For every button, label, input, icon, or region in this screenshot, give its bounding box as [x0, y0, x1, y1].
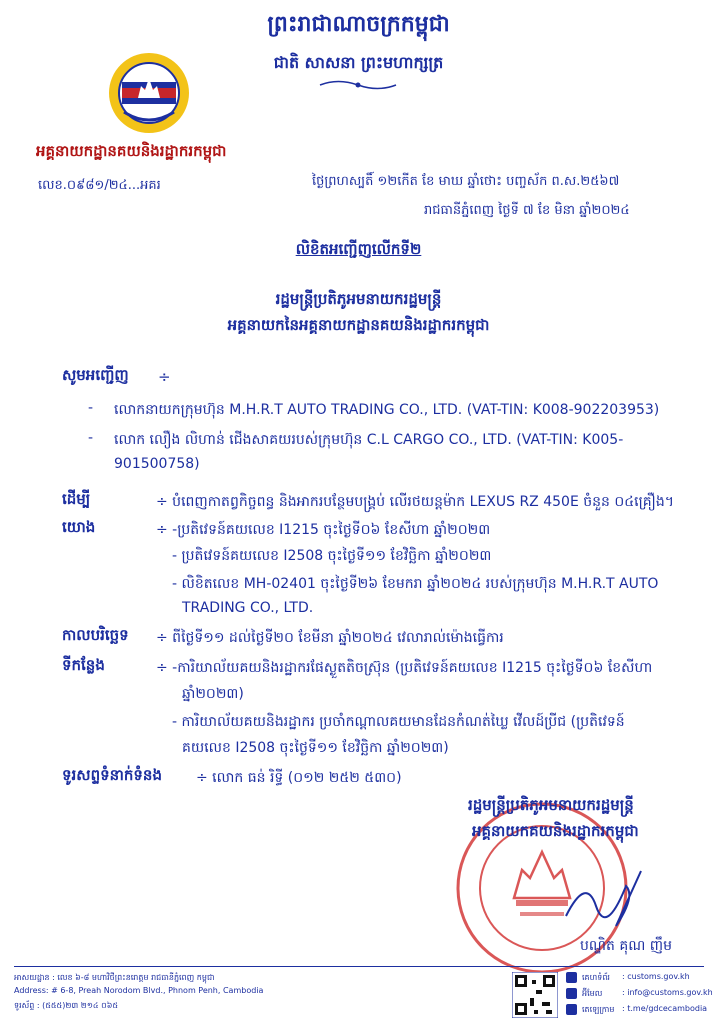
purpose-text: ÷ បំពេញកាតព្វកិច្ចពន្ធ និងអាករបន្ថែមបង្គ្រប់ លើរថយន្តម៉ាក LEXUS RZ 450E ចំនួន ០៤គ្រឿង។ [156, 494, 674, 510]
solar-date: រាជធានីភ្នំពេញ ថ្ងៃទី ៧ ខែ មិនា ឆ្នាំ២០២៤ [424, 203, 630, 218]
reference-item: - ប្រតិវេទន៍គយលេខ I2508 ចុះថ្ងៃទី១១ ខែវិច្ឆិកា ឆ្នាំ២០២៣ [172, 548, 492, 564]
purpose-label: ដើម្បី [62, 490, 91, 508]
footer-email[interactable]: : info@customs.gov.kh [622, 988, 713, 997]
footer-email-label: អ៊ីមែល [582, 989, 603, 998]
signatory-name: បណ្ឌិត គុណ ញឹម [580, 938, 672, 954]
contact-label: ទូរសព្ទទំនាក់ទំនង [62, 766, 162, 784]
reference-item: TRADING CO., LTD. [182, 600, 314, 616]
reference-number: លេខ.០៩៨១/២៤...អគរ [38, 178, 161, 193]
location-label: ទីកន្លែង [62, 656, 105, 674]
qr-code-icon [512, 972, 558, 1018]
handwritten-signature [556, 866, 646, 936]
schedule-label: កាលបរិច្ឆេទ [62, 626, 129, 644]
sender-title: រដ្ឋមន្ត្រីប្រតិភូអមនាយករដ្ឋមន្ត្រី [275, 290, 442, 308]
ornament-divider-icon [318, 78, 398, 92]
sender-position: អគ្គនាយកនៃអគ្គនាយកដ្ឋានគយនិងរដ្ឋាករកម្ពុជា [227, 316, 490, 334]
reference-item: ÷ -ប្រតិវេទន៍គយលេខ I1215 ចុះថ្ងៃទី០៦ ខែសីហា ឆ្នាំ២០២៣ [156, 522, 491, 538]
globe-icon [566, 972, 577, 983]
recipients-label: សូមអញ្ជើញ [62, 366, 129, 384]
list-bullet: - [88, 400, 94, 416]
footer-website[interactable]: : customs.gov.kh [622, 972, 690, 981]
department-name: អគ្គនាយកដ្ឋានគយនិងរដ្ឋាករកម្ពុជា [36, 142, 227, 160]
contact-text: ÷ លោក ធន់ រិទ្ធី (០១២ ២៥២ ៥៣០) [196, 770, 402, 786]
list-bullet: - [88, 430, 94, 446]
signatory-position: អគ្គនាយកគយនិងរដ្ឋាករកម្ពុជា [472, 822, 639, 840]
location-item: ឆ្នាំ២០២៣) [182, 686, 244, 702]
location-item: - ការិយាល័យគយនិងរដ្ឋាករ ប្រចាំកណ្តាលគយមានដែនកំណត់ឃ្លៃ វើលដ៍ប្រីជ (ប្រតិវេទន៍ [172, 714, 625, 730]
email-icon [566, 988, 577, 999]
kingdom-heading: ព្រះរាជាណាចក្រកម្ពុជា [267, 12, 450, 37]
location-item: ÷ -ការិយាល័យគយនិងរដ្ឋាករផែស្ងួតតិចស្រ៊ុន (ប្រតិវេទន៍គយលេខ I1215 ចុះថ្ងៃទី០៦ ខែសីហា [156, 660, 653, 676]
customs-logo [108, 52, 190, 134]
footer-website-label: គេហទំព័រ [582, 973, 610, 982]
footer-telegram[interactable]: : t.me/gdcecambodia [622, 1004, 708, 1013]
footer-telegram-label: តេឡេក្រាម [582, 1005, 615, 1014]
recipient-line: លោក លឿង លិហាន់ ជើងសាគយរបស់ក្រុមហ៊ុន C.L CARGO CO., LTD. (VAT-TIN: K005- [114, 432, 624, 448]
footer-divider [14, 966, 704, 967]
reference-label: យោង [62, 518, 96, 536]
footer-phone: ទូរស័ព្ទ : (៥៥៥)២៣ ២១៤ ០៦៥ [14, 1001, 119, 1010]
lunar-date: ថ្ងៃព្រហស្បតិ៍ ១២កើត ខែ មាឃ ឆ្នាំថោះ បញ្ចស័ក ព.ស.២៥៦៧ [312, 174, 620, 189]
signatory-title: រដ្ឋមន្ត្រីប្រតិភូអមនាយករដ្ឋមន្ត្រី [468, 796, 634, 814]
national-motto: ជាតិ សាសនា ព្រះមហាក្សត្រ [273, 53, 444, 72]
recipient-line: 901500758) [114, 456, 200, 472]
footer-address-en: Address: # 6-8, Preah Norodom Blvd., Phnom Penh, Cambodia [14, 986, 264, 995]
recipients-colon: ÷ [158, 368, 171, 386]
recipient-line: លោកនាយកក្រុមហ៊ុន M.H.R.T AUTO TRADING CO., LTD. (VAT-TIN: K008-902203953) [114, 402, 660, 418]
schedule-text: ÷ ពីថ្ងៃទី១១ ដល់ថ្ងៃទី២០ ខែមីនា ឆ្នាំ២០២៤ វេលារាល់ម៉ោងធ្វើការ [156, 630, 504, 646]
location-item: គយលេខ I2508 ចុះថ្ងៃទី១១ ខែវិច្ឆិកា ឆ្នាំ២០២៣) [182, 740, 449, 756]
footer-address-kh: អាសយដ្ឋាន : លេខ ៦-៨ មហាវិថីព្រះនរោត្តម រាជធានីភ្នំពេញ កម្ពុជា [14, 973, 215, 982]
reference-item: - លិខិតលេខ MH-02401 ចុះថ្ងៃទី២៦ ខែមករា ឆ្នាំ២០២៤ របស់ក្រុមហ៊ុន M.H.R.T AUTO [172, 576, 659, 592]
document-title: លិខិតអញ្ជើញលើកទី២ [295, 240, 422, 258]
telegram-icon [566, 1004, 577, 1015]
